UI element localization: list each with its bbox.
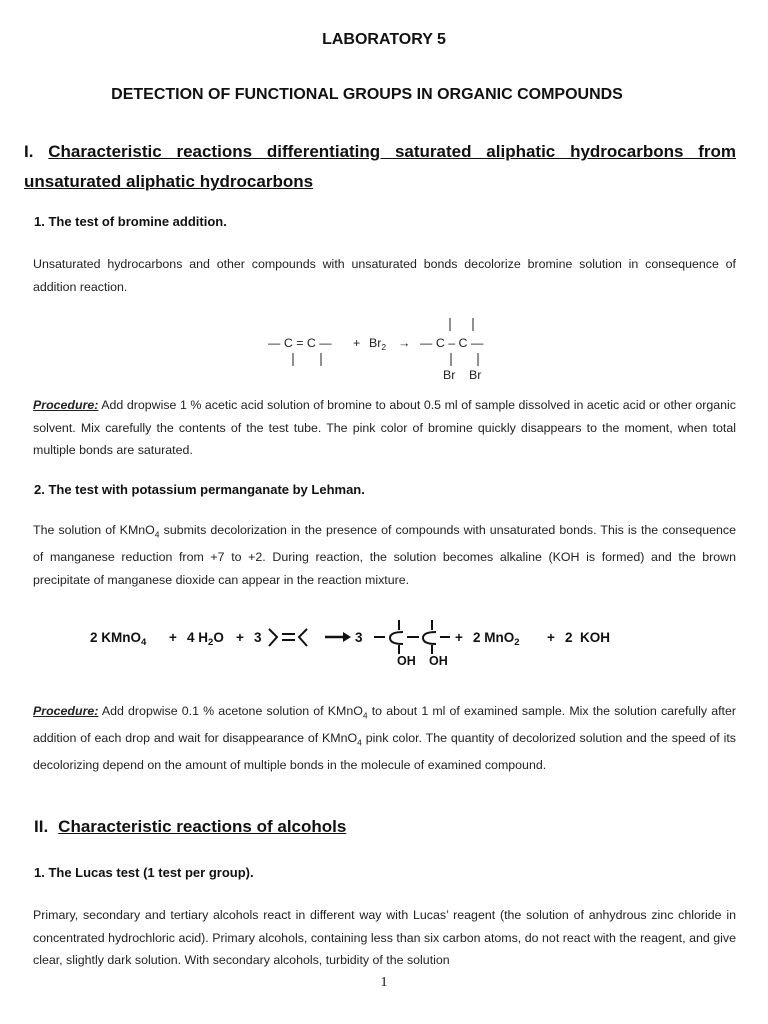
page-number: 1	[380, 975, 388, 990]
hydroxyl-group-2: OH	[429, 654, 448, 668]
test1-procedure	[33, 394, 736, 462]
procedure-label: Procedure:	[33, 704, 99, 718]
kmno4-reactant: 2 KMnO$_4$	[90, 630, 147, 648]
svg-text:+: +	[547, 630, 555, 645]
section2-heading	[34, 817, 346, 837]
alkene-coefficient: 3	[254, 630, 262, 645]
water-reactant: 4 $H_2O$	[187, 630, 224, 648]
lucas-test-heading: 1. The Lucas test (1 test per group).	[34, 865, 254, 880]
reaction-arrow: →	[398, 336, 411, 350]
plus-sign: +	[353, 336, 361, 350]
svg-text:+: +	[455, 630, 463, 645]
test2-procedure: Procedure: Add dropwise 0.1 % acetone solution of KMnO$_4$ to about 1 ml of examined sample. Mix the solution carefully after addition of each drop and wait for disappearance of KMnO$_4$ pink color. The quantity of decolorized solution and the speed of its decolorizing depend on the amount of multiple bonds in the molecule of examined compound.	[33, 704, 736, 773]
section1-number: I.	[24, 142, 34, 161]
lucas-test-paragraph: Primary, secondary and tertiary alcohols react in different way with Lucas’ reagent (the solution of anhydrous zinc chloride in concentrated hydrochloric acid). Primary alcohols, containing less than six carbon atoms, do not react with the reagent, and give clear, slightly dark solution. With secondary alcohols, turbidity of the solution	[33, 908, 736, 968]
hydroxyl-group-1: OH	[397, 654, 416, 668]
bromine-equation	[260, 312, 520, 384]
section2-number: II.	[34, 817, 49, 836]
bromine-reagent: $Br_2$	[369, 336, 387, 352]
product-coefficient: 3	[355, 630, 363, 645]
mno2-product: 2 MnO$_2$	[473, 630, 520, 648]
lab-heading: LABORATORY 5	[322, 31, 446, 48]
koh-product: 2 KOH	[565, 630, 611, 645]
bromine-atom-2: Br	[469, 368, 482, 382]
test2-paragraph: The solution of KMnO$_4$ submits decolorization in the presence of compounds with unsaturated bonds. This is the consequence of manganese reduction from +7 to +2. During reaction, the solution becomes alkaline (KOH is formed) and the brown precipitate of manganese dioxide can appear in the reaction mixture.	[33, 523, 736, 587]
svg-text:+: +	[236, 630, 244, 645]
section1-title: Characteristic reactions differentiating saturated aliphatic hydrocarbons from unsaturated aliphatic hydrocarbons	[24, 142, 736, 191]
document-title: DETECTION OF FUNCTIONAL GROUPS IN ORGANIC COMPOUNDS	[111, 86, 623, 103]
procedure-label: Procedure:	[33, 398, 99, 412]
dibromide-formula: — C – C —	[420, 336, 484, 350]
procedure-text: Add dropwise 1 % acetic acid solution of bromine to about 0.5 ml of sample dissolved in acetic acid or other organic solvent. Mix carefully the contents of the test tube. The pink color of bromine quickly disappears to the moment, when total multiple bonds are saturated.	[33, 398, 736, 458]
test1-paragraph: Unsaturated hydrocarbons and other compounds with unsaturated bonds decolorize bromine solution in consequence of addition reaction.	[33, 257, 736, 294]
permanganate-equation	[85, 612, 625, 672]
diol-structure	[374, 620, 450, 654]
svg-text:+: +	[169, 630, 177, 645]
section2-title: Characteristic reactions of alcohols	[58, 817, 347, 836]
section1-heading	[24, 137, 736, 197]
reaction-arrow	[325, 632, 351, 642]
test2-heading: 2. The test with potassium permanganate by Lehman.	[34, 482, 365, 497]
alkene-structure	[269, 629, 307, 646]
test1-heading: 1. The test of bromine addition.	[34, 214, 227, 229]
bromine-atom-1: Br	[443, 368, 456, 382]
alkene-formula: — C = C —	[268, 336, 332, 350]
